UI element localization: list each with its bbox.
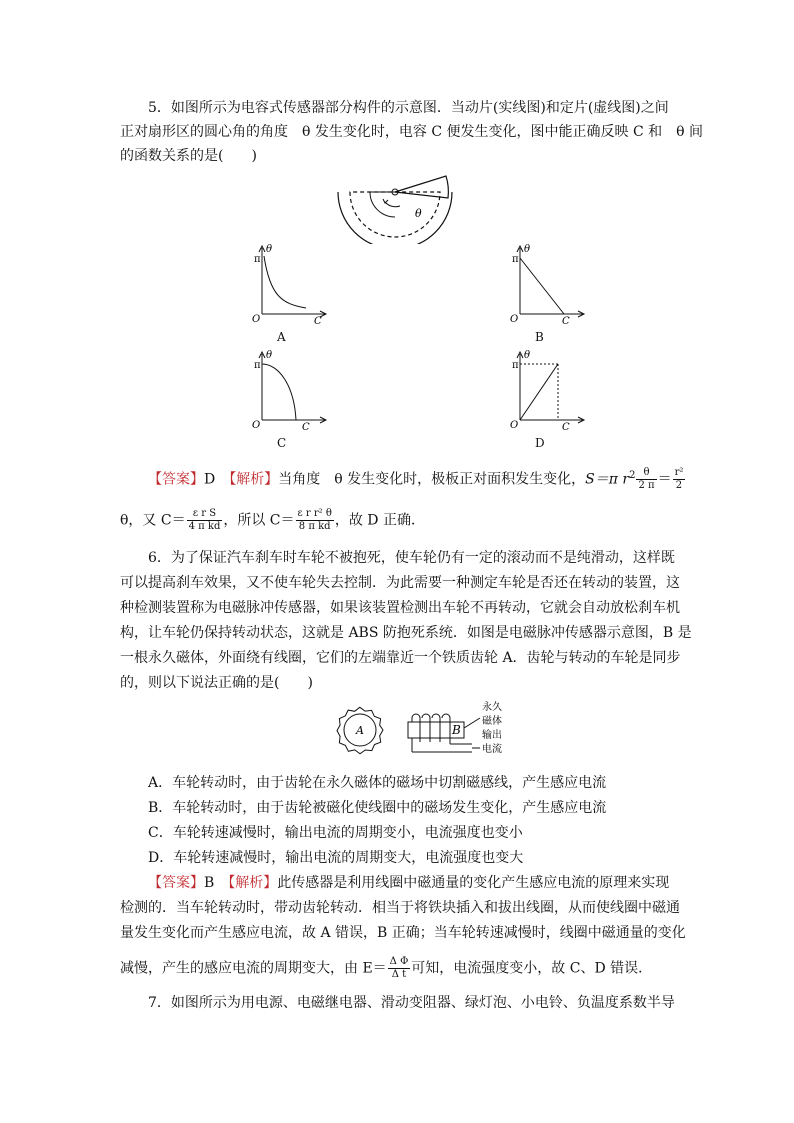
answer-value: D [204, 471, 216, 488]
graph-b-c: C [562, 316, 570, 324]
q6-line-6: 的，则以下说法正确的是( ) [120, 675, 313, 691]
sensor-diagram [316, 694, 516, 766]
q6-option-c: C．车轮转速减慢时，输出电流的周期变小，电流强度也变小 [148, 825, 523, 841]
graph-a [248, 244, 328, 324]
fraction-theta-2pi: $\frac{\theta}{2 \pi}$ [638, 467, 655, 492]
graph-b-o: O [510, 314, 519, 324]
q5-line-2: 正对扇形区的圆心角的角度 θ 发生变化时，电容 C 便发生变化，图中能正确反映 C 和 θ 间 [120, 124, 703, 140]
gear-label-a: A [356, 724, 364, 737]
q5-line-3: 的函数关系的是( ) [120, 148, 257, 164]
q6-line-4: 构，让车轮仍保持转动状态，这就是 ABS 防抱死系统．如图是电磁脉冲传感器示意图，B 是 [120, 625, 692, 641]
capacitor-sector-diagram [330, 172, 470, 244]
graph-c-c: C [302, 422, 310, 430]
q6-option-b: B．车轮转动时，由于齿轮被磁化使线圈中的磁场发生变化，产生感应电流 [148, 800, 607, 816]
line-b [520, 258, 564, 314]
area-exp: 2 [629, 470, 636, 481]
capacitance-text-a: θ，又 C＝ [120, 512, 186, 529]
graph-b-pi: π [512, 254, 519, 265]
graph-d-pi: π [512, 360, 519, 371]
q6-line-5: 一根永久磁体，外面绕有线圈，它们的左端靠近一个铁质齿轮 A．齿轮与转动的车轮是同步 [120, 650, 681, 666]
fixed-plate-dashed [350, 192, 440, 237]
q6-answer-line [148, 873, 669, 893]
q6-line-3: 种检测装置称为电磁脉冲传感器，如果该装置检测出车轮不再转动，它就会自动放松刹车机 [120, 600, 680, 616]
fraction-capacitance-1: $\frac{\text{ε r S}}{\text{4 π kd}}$ [188, 508, 221, 532]
capacitance-text-b: ，所以 C＝ [223, 512, 295, 529]
answer-tag: 【答案】 [148, 471, 204, 488]
graph-a-pi: π [254, 254, 261, 265]
q6-line-1: 6．为了保证汽车刹车时车轮不被抱死，使车轮仍有一定的滚动而不是纯滑动，这样既 [148, 550, 675, 566]
analysis-tag: 【解析】 [229, 471, 279, 488]
q6-option-a: A．车轮转动时，由于齿轮在永久磁体的磁场中切割磁感线，产生感应电流 [148, 775, 607, 791]
graph-c-theta: θ [266, 350, 273, 361]
graph-b [506, 244, 586, 324]
diagram-theta-label: θ [415, 207, 422, 220]
q6-analysis-3: 量发生变化而产生感应电流，故 A 错误，B 正确；当车轮转速减慢时，线圈中磁通量的变化 [120, 925, 686, 941]
curve-c [262, 364, 296, 420]
answer-tag: 【答案】 [148, 875, 204, 891]
analysis-text: 此传感器是利用线圈中磁通量的变化产生感应电流的原理来实现 [277, 875, 670, 891]
analysis-text: 当角度 θ 发生变化时，极板正对面积发生变化， [278, 471, 586, 488]
label-magnet: 磁体 [482, 716, 502, 727]
graph-a-theta: θ [266, 244, 273, 255]
q6-analysis-2: 检测的．当车轮转动时，带动齿轮转动．相当于将铁块插入和拔出线圈，从而使线圈中磁通 [120, 900, 680, 916]
curve-a [264, 256, 306, 308]
label-output: 输出 [482, 730, 502, 741]
analysis-4a: 减慢，产生的感应电流的周期变大，由 E＝ [120, 960, 387, 977]
graph-d-c: C [562, 422, 570, 430]
graph-a-o: O [252, 314, 261, 324]
analysis-tag: 【解析】 [228, 875, 278, 891]
label-current: 电流 [482, 744, 502, 755]
q6-option-d: D．车轮转速减慢时，输出电流的周期变大，电流强度也变大 [148, 850, 524, 866]
label-d: D [535, 436, 545, 450]
q6-analysis-4 [120, 956, 652, 981]
moving-plate [395, 176, 448, 198]
label-a: A [277, 330, 286, 344]
label-c: C [277, 436, 287, 450]
line-d [520, 364, 558, 420]
graph-c [248, 350, 328, 430]
graph-a-c: C [314, 316, 322, 324]
graph-d [506, 350, 586, 430]
graph-d-theta: θ [524, 350, 531, 361]
graph-b-theta: θ [524, 244, 531, 255]
graph-d-o: O [510, 420, 519, 430]
q5-answer-line-2 [120, 508, 425, 533]
q5-line-1: 5．如图所示为电容式传感器部分构件的示意图．当动片(实线图)和定片(虚线图)之间 [148, 100, 669, 116]
analysis-4b: 可知，电流强度变小，故 C、D 错误． [411, 960, 653, 977]
graph-c-o: O [252, 420, 261, 430]
fraction-emf: $\frac{\text{Δ Φ}}{\text{Δ t}}$ [389, 956, 409, 980]
area-formula: S＝π r [585, 471, 630, 488]
fraction-capacitance-2: $\frac{\text{ε r r² θ}}{\text{8 π kd}}$ [297, 508, 332, 532]
q6-line-2: 可以提高刹车效果，又不使车轮失去控制．为此需要一种测定车轮是否还在转动的装置，这 [120, 575, 680, 591]
magnet-label-b: B [452, 723, 461, 737]
label-permanent: 永久 [482, 702, 502, 713]
fraction-r2-2: $\frac{\text{r²}}{2}$ [674, 467, 684, 492]
label-b: B [535, 330, 544, 344]
q5-answer-line: 【答案】D 【解析】当角度 θ 发生变化时，极板正对面积发生变化，S＝π $r^2$ $\frac{\theta}{2 \pi}$ ＝ $\frac{\text{r²}}{2}$ [148, 467, 684, 492]
graph-c-pi: π [254, 360, 261, 371]
q7-line-1: 7．如图所示为用电源、电磁继电器、滑动变阻器、绿灯泡、小电铃、负温度系数半导 [148, 995, 675, 1011]
answer-value: B [204, 875, 215, 891]
capacitance-text-c: ，故 D 正确． [334, 512, 425, 529]
